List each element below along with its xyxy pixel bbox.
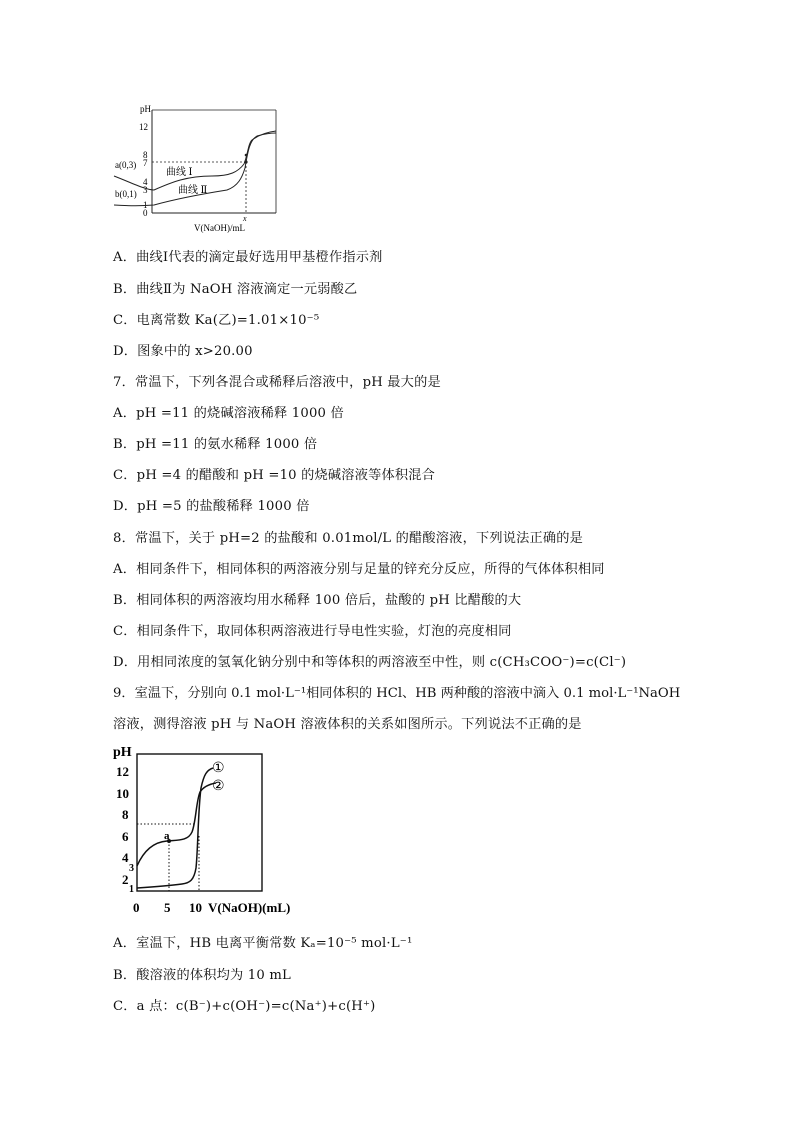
x-axis-label: V(NaOH)(mL) (208, 900, 291, 915)
q8-option-c: C．相同条件下，取同体积两溶液进行导电性实验，灯泡的亮度相同 (113, 624, 512, 639)
y-tick: 2 (122, 872, 129, 887)
y-tick: 3 (143, 185, 148, 195)
q8-option-d: D．用相同浓度的氢氧化钠分别中和等体积的两溶液至中性，则 c(CH₃COO⁻)=c(Cl⁻) (113, 655, 627, 670)
x-axis-label: V(NaOH)/mL (194, 223, 245, 233)
curve-1-label: ① (212, 761, 225, 776)
y-tick: 6 (122, 829, 129, 844)
q7-option-c: C．pH =4 的醋酸和 pH =10 的烧碱溶液等体积混合 (113, 468, 436, 483)
q8-stem: 8．常温下，关于 pH=2 的盐酸和 0.01mol/L 的醋酸溶液，下列说法正确的是 (113, 531, 584, 546)
q9-option-a: A．室温下，HB 电离平衡常数 Kₐ=10⁻⁵ mol·L⁻¹ (113, 936, 413, 951)
curve-1 (114, 131, 276, 190)
q6-option-b: B．曲线Ⅱ为 NaOH 溶液滴定一元弱酸乙 (113, 282, 358, 297)
q9-stem-line1: 9．室温下，分别向 0.1 mol·L⁻¹相同体积的 HCl、HB 两种酸的溶液中滴入 0.1 mol·L⁻¹NaOH (113, 686, 681, 701)
curve-1 (137, 768, 213, 888)
x-tick: 0 (133, 900, 140, 915)
curve-1-label: 曲线 Ⅰ (166, 167, 193, 178)
q7-stem: 7．常温下，下列各混合或稀释后溶液中，pH 最大的是 (113, 375, 441, 390)
point-a-label: a (164, 830, 170, 842)
x-tick: 5 (164, 900, 171, 915)
q6-option-a: A．曲线Ⅰ代表的滴定最好选用甲基橙作指示剂 (113, 250, 383, 265)
y-tick: 1 (143, 200, 148, 210)
y-tick: 3 (129, 863, 134, 874)
q8-option-b: B．相同体积的两溶液均用水稀释 100 倍后，盐酸的 pH 比醋酸的大 (113, 593, 522, 608)
y-tick: 1 (129, 884, 134, 895)
curve-2-label: ② (212, 779, 225, 794)
q9-stem-line2: 溶液，测得溶液 pH 与 NaOH 溶液体积的关系如图所示。下列说法不正确的是 (113, 717, 582, 732)
q6-option-d: D．图象中的 x>20.00 (113, 344, 253, 359)
y-tick: 12 (116, 764, 129, 779)
q7-option-b: B．pH =11 的氨水稀释 1000 倍 (113, 437, 318, 452)
q8-option-a: A．相同条件下，相同体积的两溶液分别与足量的锌充分反应，所得的气体体积相同 (113, 562, 605, 577)
q7-option-d: D．pH =5 的盐酸稀释 1000 倍 (113, 499, 310, 514)
y-tick: 7 (143, 158, 148, 168)
y-axis-label: pH (113, 745, 132, 760)
point-a-label: a(0,3) (115, 160, 137, 170)
figure-titration-curves-2 (112, 740, 312, 920)
y-tick: 4 (143, 177, 148, 187)
q6-option-c: C．电离常数 Ka(乙)=1.01×10⁻⁵ (113, 313, 320, 328)
y-axis-label: pH (140, 104, 151, 114)
q7-option-a: A．pH =11 的烧碱溶液稀释 1000 倍 (113, 406, 344, 421)
x-mark: x (243, 214, 247, 223)
y-tick: 8 (122, 807, 129, 822)
y-tick: 8 (143, 150, 148, 160)
point-b-label: b(0,1) (115, 189, 137, 199)
q9-option-c: C．a 点：c(B⁻)+c(OH⁻)=c(Na⁺)+c(H⁺) (113, 999, 376, 1014)
y-tick: 12 (139, 122, 148, 132)
figure-titration-curves-1 (112, 98, 282, 236)
y-tick: 4 (122, 850, 129, 865)
curve-2-label: 曲线 Ⅱ (178, 185, 208, 196)
y-tick: 0 (143, 208, 148, 218)
y-tick: 10 (116, 786, 129, 801)
q9-option-b: B．酸溶液的体积均为 10 mL (113, 968, 292, 983)
x-tick: 10 (189, 900, 202, 915)
